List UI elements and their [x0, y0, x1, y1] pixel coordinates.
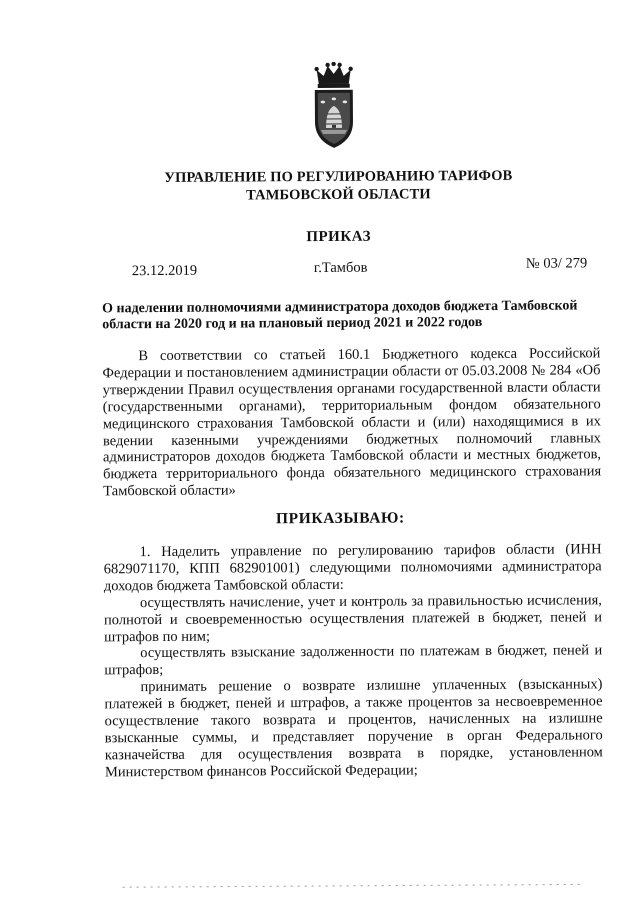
order-subject-line-1: О наделении полномочиями администратора доходов бюджета Тамбовской	[102, 298, 600, 317]
power-item-refund: принимать решение о возврате излишне уплаченных (взысканных) платежей в бюджет, пеней и штрафов, а также процентов за несвоевременное осуществление такого возврата и процентов, начисленных на излишне взысканные суммы, и представляет поручение в орган Федерального казначейства для осуществления возврата в порядке, установленном Министерством финансов Российской Федерации;	[104, 677, 603, 781]
preamble-section	[102, 345, 601, 500]
power-item-collection: осуществлять взыскание задолженности по платежам в бюджет, пеней и штрафов;	[104, 643, 602, 680]
order-subject-line-2: области на 2020 год и на плановый период 2021 и 2022 годов	[102, 314, 600, 333]
preamble-paragraph: В соответствии со статьей 160.1 Бюджетного кодекса Российской Федерации и постановлением администрации области от 05.03.2008 № 284 «Об утверждении Правил осуществления органами государственной власти области (государственными органами), территориальным фондом обязательного медицинского страхования Тамбовской области и (или) находящимися в их ведении казенными учреждениями бюджетных полномочий главных администраторов доходов бюджета Тамбовской области и местных бюджетов, бюджета территориального фонда обязательного медицинского страхования Тамбовской области»	[102, 345, 601, 500]
order-city: г.Тамбов	[314, 260, 368, 277]
power-item-accrual: осуществлять начисление, учет и контроль за правильностью исчисления, полнотой и своевременностью осуществления платежей в бюджет, пеней и штрафов по ним;	[104, 592, 602, 646]
issuing-authority	[118, 167, 558, 206]
directive-heading: ПРИКАЗЫВАЮ:	[220, 509, 460, 528]
document-type-title: ПРИКАЗ	[279, 229, 399, 247]
order-date: 23.12.2019	[132, 263, 197, 280]
order-subject	[102, 298, 600, 333]
issuing-authority-line-2: ТАМБОВСКОЙ ОБЛАСТИ	[118, 185, 558, 206]
scan-artifact-dots	[103, 878, 603, 893]
order-body	[104, 541, 603, 781]
order-item-1: 1. Наделить управление по регулированию тарифов области (ИНН 6829071170, КПП 682901001) следующими полномочиями администратора доходов бюджета Тамбовской области:	[104, 541, 602, 595]
issuing-authority-line-1: УПРАВЛЕНИЕ ПО РЕГУЛИРОВАНИЮ ТАРИФОВ	[118, 167, 558, 188]
order-number: № 03/ 279	[526, 255, 587, 272]
tambov-coat-of-arms-icon	[309, 62, 360, 150]
